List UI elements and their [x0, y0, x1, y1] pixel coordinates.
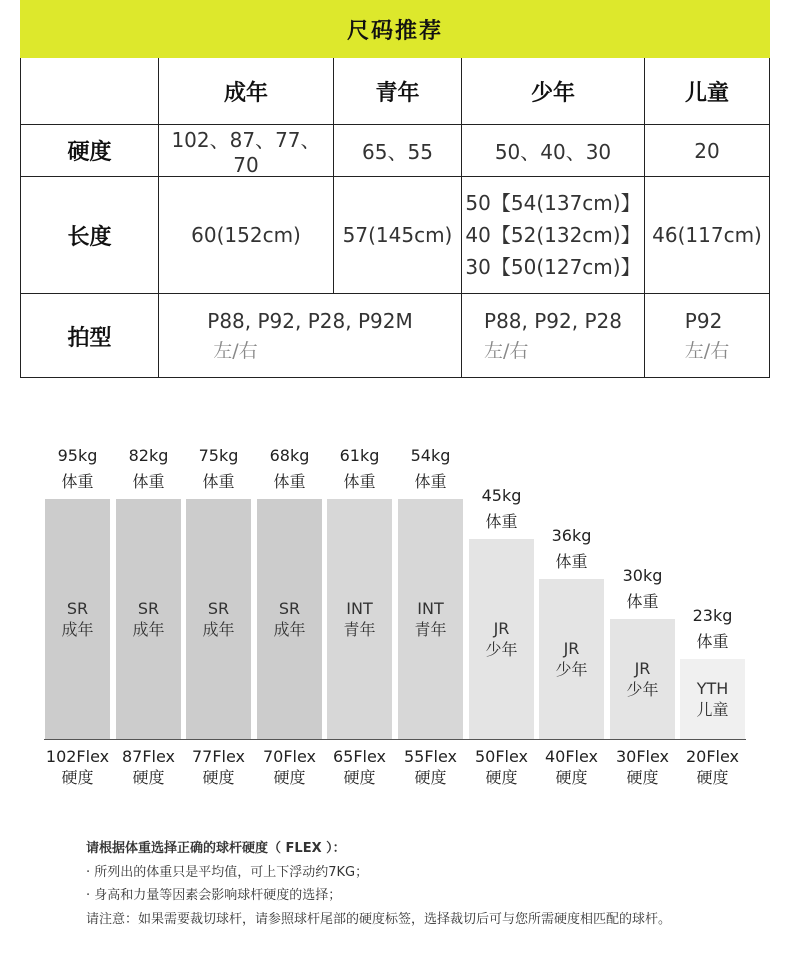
bar-group-code: JR [493, 619, 510, 638]
bar-weight-caption: 体重 [555, 552, 588, 571]
bar-weight-value: 95kg [57, 446, 98, 465]
length-junior-30: 30【50(127cm)】 [465, 255, 641, 279]
chart-bar [257, 499, 322, 739]
bar-weight-caption: 体重 [273, 472, 306, 491]
bar-group-name: 青年 [343, 620, 376, 639]
bar-weight-value: 75kg [198, 446, 239, 465]
bar-group-code: YTH [696, 679, 729, 698]
bar-weight-caption: 体重 [132, 472, 165, 491]
header-adult: 成年 [159, 58, 334, 125]
bar-group-code: INT [417, 599, 444, 618]
chart-bar [539, 579, 604, 739]
bar-weight-caption: 体重 [696, 632, 729, 651]
bar-group-name: 儿童 [696, 700, 729, 719]
bar-flex-caption: 硬度 [485, 768, 518, 787]
length-junior [462, 177, 645, 294]
bar-flex-caption: 硬度 [626, 768, 659, 787]
chart-bar [469, 539, 534, 739]
bar-group-name: 少年 [485, 640, 518, 659]
bar-flex-label [182, 746, 255, 788]
bar-weight-value: 54kg [410, 446, 451, 465]
bar-flex-caption: 硬度 [132, 768, 165, 787]
note-line-3: · 身高和力量等因素会影响球杆硬度的选择； [86, 888, 342, 903]
bar-flex-value: 30Flex [615, 747, 670, 766]
bar-flex-value: 40Flex [544, 747, 599, 766]
bar-weight-label [116, 443, 181, 495]
blade-kids-models: P92 [684, 309, 723, 333]
bar-flex-caption: 硬度 [61, 768, 94, 787]
blade-kids [645, 294, 769, 378]
bar-flex-label [41, 746, 114, 788]
bar-group-code: INT [346, 599, 373, 618]
table-title: 尺码推荐 [20, 0, 770, 58]
bar-group-code: JR [634, 659, 651, 678]
hardness-adult: 102、87、77、70 [159, 125, 334, 177]
header-youth: 青年 [334, 58, 462, 125]
length-adult: 60(152cm) [159, 177, 334, 294]
bar-flex-label [535, 746, 608, 788]
bar-flex-caption: 硬度 [343, 768, 376, 787]
bar-group-name: 少年 [555, 660, 588, 679]
bar-group-code: SR [137, 599, 160, 618]
bar-flex-caption: 硬度 [202, 768, 235, 787]
bar-group-name: 少年 [626, 680, 659, 699]
blade-junior [462, 294, 645, 378]
hardness-junior: 50、40、30 [462, 125, 645, 177]
blade-junior-models: P88, P92, P28 [484, 309, 622, 333]
bar-flex-caption: 硬度 [696, 768, 729, 787]
length-kids: 46(117cm) [645, 177, 769, 294]
bar-flex-caption: 硬度 [555, 768, 588, 787]
bar-group-code: SR [66, 599, 89, 618]
bar-group-code: SR [207, 599, 230, 618]
bar-flex-label [323, 746, 396, 788]
length-youth: 57(145cm) [334, 177, 462, 294]
bar-weight-caption: 体重 [626, 592, 659, 611]
bar-group-name: 成年 [202, 620, 235, 639]
bar-group-name: 青年 [414, 620, 447, 639]
bar-weight-value: 61kg [339, 446, 380, 465]
bar-weight-value: 68kg [269, 446, 310, 465]
table-grid [20, 58, 770, 378]
bar-weight-label [680, 603, 745, 655]
bar-weight-caption: 体重 [202, 472, 235, 491]
bar-flex-value: 102Flex [45, 747, 110, 766]
bar-flex-value: 50Flex [474, 747, 529, 766]
chart-bar [116, 499, 181, 739]
bar-weight-label [539, 523, 604, 575]
bar-weight-label [327, 443, 392, 495]
bar-flex-caption: 硬度 [273, 768, 306, 787]
bar-weight-label [186, 443, 251, 495]
bar-weight-caption: 体重 [485, 512, 518, 531]
header-junior: 少年 [462, 58, 645, 125]
bar-group-name: 成年 [273, 620, 306, 639]
row-label-hardness: 硬度 [21, 125, 159, 177]
length-junior-40: 40【52(132cm)】 [465, 223, 641, 247]
chart-bar [45, 499, 110, 739]
chart-bar [610, 619, 675, 739]
note-line-4: 请注意：如果需要裁切球杆，请参照球杆尾部的硬度标签，选择裁切后可与您所需硬度相匹配的球杆。 [86, 911, 672, 927]
bar-weight-label [257, 443, 322, 495]
chart-baseline [44, 739, 746, 740]
bar-weight-value: 82kg [128, 446, 169, 465]
bar-weight-value: 30kg [622, 566, 663, 585]
bar-group-name: 成年 [61, 620, 94, 639]
bar-flex-label [465, 746, 538, 788]
bar-weight-label [45, 443, 110, 495]
chart-bar [398, 499, 463, 739]
note-line-2: · 所列出的体重只是平均值，可上下浮动约7KG； [86, 864, 369, 880]
blade-adult-youth-models: P88, P92, P28, P92M [207, 309, 413, 333]
blade-adult-youth-hand: 左/右 [213, 340, 258, 362]
row-label-length: 长度 [21, 177, 159, 294]
bar-flex-value: 65Flex [332, 747, 387, 766]
bar-weight-value: 45kg [481, 486, 522, 505]
bar-flex-label [676, 746, 749, 788]
bar-weight-value: 36kg [551, 526, 592, 545]
bar-flex-value: 20Flex [685, 747, 740, 766]
bar-flex-caption: 硬度 [414, 768, 447, 787]
note-line-1: 请根据体重选择正确的球杆硬度（ FLEX ）： [86, 841, 346, 856]
length-junior-50: 50【54(137cm)】 [465, 191, 641, 215]
hardness-youth: 65、55 [334, 125, 462, 177]
bar-flex-label [112, 746, 185, 788]
bar-flex-value: 70Flex [262, 747, 317, 766]
bar-weight-label [469, 483, 534, 535]
bar-flex-value: 77Flex [191, 747, 246, 766]
bar-weight-label [610, 563, 675, 615]
blade-junior-hand: 左/右 [484, 340, 529, 362]
bar-weight-caption: 体重 [414, 472, 447, 491]
size-recommendation-table [20, 0, 770, 378]
bar-group-code: SR [278, 599, 301, 618]
bar-flex-value: 87Flex [121, 747, 176, 766]
chart-bar [186, 499, 251, 739]
bar-weight-caption: 体重 [61, 472, 94, 491]
chart-bar [680, 659, 745, 739]
bar-flex-label [606, 746, 679, 788]
header-kids: 儿童 [645, 58, 769, 125]
bar-weight-value: 23kg [692, 606, 733, 625]
blade-adult-youth [159, 294, 462, 378]
bar-flex-label [394, 746, 467, 788]
row-label-blade: 拍型 [21, 294, 159, 378]
length-junior-list [465, 187, 640, 283]
bar-weight-label [398, 443, 463, 495]
bar-group-name: 成年 [132, 620, 165, 639]
bar-flex-value: 55Flex [403, 747, 458, 766]
bar-group-code: JR [563, 639, 580, 658]
bar-flex-label [253, 746, 326, 788]
notes [86, 837, 671, 931]
blade-kids-hand: 左/右 [684, 340, 730, 362]
corner-cell [21, 58, 159, 125]
hardness-kids: 20 [645, 125, 769, 177]
bar-weight-caption: 体重 [343, 472, 376, 491]
chart-bar [327, 499, 392, 739]
